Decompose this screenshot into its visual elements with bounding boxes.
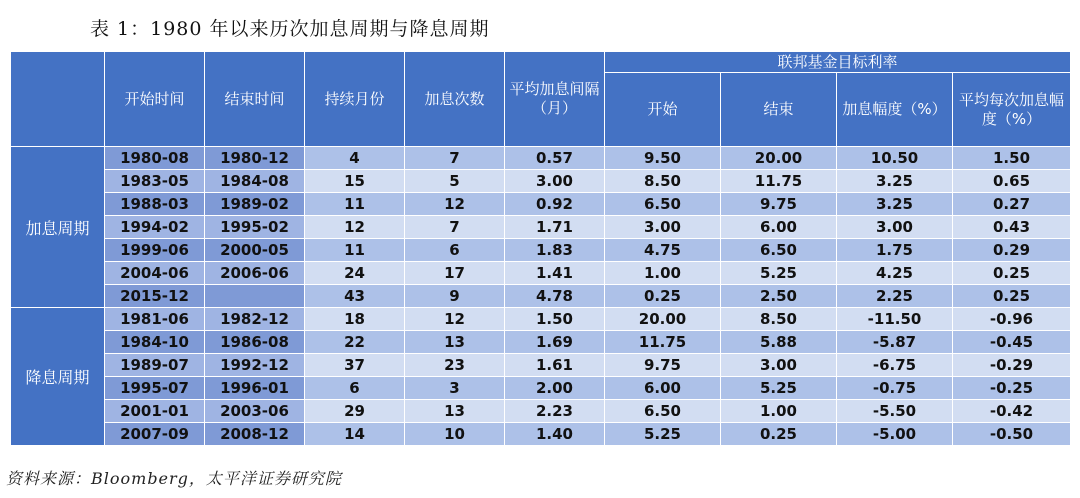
table-row bbox=[11, 262, 1071, 285]
table-cell: 15 bbox=[305, 170, 405, 193]
table-cell: 5.25 bbox=[605, 423, 721, 446]
table-cell: 1.75 bbox=[837, 239, 953, 262]
table-cell: 9 bbox=[405, 285, 505, 308]
table-cell: 1986-08 bbox=[205, 331, 305, 354]
table-cell: 2.50 bbox=[721, 285, 837, 308]
table-cell: 1982-12 bbox=[205, 308, 305, 331]
table-cell: 1.50 bbox=[505, 308, 605, 331]
table-cell: 2006-06 bbox=[205, 262, 305, 285]
table-cell: 13 bbox=[405, 400, 505, 423]
table-row bbox=[11, 308, 1071, 331]
table-cell: 0.25 bbox=[953, 285, 1071, 308]
table-cell: 3.00 bbox=[505, 170, 605, 193]
table-cell: -0.50 bbox=[953, 423, 1071, 446]
column-header: 结束时间 bbox=[205, 52, 305, 147]
table-cell: 1.83 bbox=[505, 239, 605, 262]
table-cell: 1.50 bbox=[953, 147, 1071, 170]
corner-header-cell bbox=[11, 52, 105, 147]
table-cell bbox=[205, 285, 305, 308]
table-cell: 24 bbox=[305, 262, 405, 285]
table-row bbox=[11, 285, 1071, 308]
table-cell: 13 bbox=[405, 331, 505, 354]
table-cell: 3.25 bbox=[837, 193, 953, 216]
table-cell: 1.41 bbox=[505, 262, 605, 285]
table-cell: 12 bbox=[305, 216, 405, 239]
table-cell: -0.75 bbox=[837, 377, 953, 400]
table-cell: 1.00 bbox=[721, 400, 837, 423]
table-cell: 12 bbox=[405, 193, 505, 216]
table-cell: 2003-06 bbox=[205, 400, 305, 423]
table-row bbox=[11, 423, 1071, 446]
table-cell: 1995-02 bbox=[205, 216, 305, 239]
table-cell: 18 bbox=[305, 308, 405, 331]
table-cell: 8.50 bbox=[605, 170, 721, 193]
table-cell: 12 bbox=[405, 308, 505, 331]
table-cell: 4.78 bbox=[505, 285, 605, 308]
table-cell: 3.00 bbox=[837, 216, 953, 239]
table-cell: 6.00 bbox=[721, 216, 837, 239]
table-cell: 1.69 bbox=[505, 331, 605, 354]
table-cell: -6.75 bbox=[837, 354, 953, 377]
column-header: 加息次数 bbox=[405, 52, 505, 147]
table-cell: 1980-08 bbox=[105, 147, 205, 170]
table-cell: 6.50 bbox=[605, 193, 721, 216]
table-cell: -0.96 bbox=[953, 308, 1071, 331]
table-cell: 1.71 bbox=[505, 216, 605, 239]
table-cell: -5.87 bbox=[837, 331, 953, 354]
table-cell: 2015-12 bbox=[105, 285, 205, 308]
table-cell: 7 bbox=[405, 216, 505, 239]
table-cell: 0.25 bbox=[953, 262, 1071, 285]
table-row bbox=[11, 331, 1071, 354]
table-cell: 2004-06 bbox=[105, 262, 205, 285]
table-cell: 5 bbox=[405, 170, 505, 193]
column-header: 开始时间 bbox=[105, 52, 205, 147]
table-row bbox=[11, 170, 1071, 193]
table-cell: 2001-01 bbox=[105, 400, 205, 423]
table-cell: 2000-05 bbox=[205, 239, 305, 262]
table-row bbox=[11, 193, 1071, 216]
table-cell: 2007-09 bbox=[105, 423, 205, 446]
table-row bbox=[11, 216, 1071, 239]
column-header: 平均加息间隔（月） bbox=[505, 52, 605, 147]
header-row-top bbox=[11, 52, 1071, 73]
sub-column-header: 结束 bbox=[721, 73, 837, 147]
table-cell: 2008-12 bbox=[205, 423, 305, 446]
table-cell: 20.00 bbox=[605, 308, 721, 331]
table-row bbox=[11, 239, 1071, 262]
table-cell: 3.00 bbox=[605, 216, 721, 239]
table-cell: 1984-08 bbox=[205, 170, 305, 193]
table-cell: 1980-12 bbox=[205, 147, 305, 170]
table-cell: -5.50 bbox=[837, 400, 953, 423]
column-header: 持续月份 bbox=[305, 52, 405, 147]
table-body bbox=[11, 147, 1071, 446]
group-header-fed-funds: 联邦基金目标利率 bbox=[605, 52, 1071, 73]
table-cell: 6.50 bbox=[721, 239, 837, 262]
table-cell: 6.00 bbox=[605, 377, 721, 400]
table-cell: 4.25 bbox=[837, 262, 953, 285]
table-cell: 20.00 bbox=[721, 147, 837, 170]
table-cell: 5.25 bbox=[721, 377, 837, 400]
table-cell: -0.42 bbox=[953, 400, 1071, 423]
table-cell: 5.88 bbox=[721, 331, 837, 354]
table-cell: 4 bbox=[305, 147, 405, 170]
sub-column-header: 平均每次加息幅度（%） bbox=[953, 73, 1071, 147]
table-cell: 2.25 bbox=[837, 285, 953, 308]
table-cell: 1983-05 bbox=[105, 170, 205, 193]
table-cell: 8.50 bbox=[721, 308, 837, 331]
table-cell: 23 bbox=[405, 354, 505, 377]
table-cell: 1.00 bbox=[605, 262, 721, 285]
table-cell: 0.65 bbox=[953, 170, 1071, 193]
table-cell: 0.57 bbox=[505, 147, 605, 170]
table-cell: 43 bbox=[305, 285, 405, 308]
table-cell: 1989-07 bbox=[105, 354, 205, 377]
table-row bbox=[11, 377, 1071, 400]
table-cell: 7 bbox=[405, 147, 505, 170]
table-cell: 3.00 bbox=[721, 354, 837, 377]
table-cell: 2.00 bbox=[505, 377, 605, 400]
table-cell: -11.50 bbox=[837, 308, 953, 331]
table-cell: -0.45 bbox=[953, 331, 1071, 354]
row-group-label: 加息周期 bbox=[11, 147, 105, 308]
table-cell: 1995-07 bbox=[105, 377, 205, 400]
table-cell: 1999-06 bbox=[105, 239, 205, 262]
table-cell: 10 bbox=[405, 423, 505, 446]
table-cell: 22 bbox=[305, 331, 405, 354]
table-cell: 1992-12 bbox=[205, 354, 305, 377]
table-cell: 1988-03 bbox=[105, 193, 205, 216]
table-cell: 9.50 bbox=[605, 147, 721, 170]
table-cell: 2.23 bbox=[505, 400, 605, 423]
table-cell: 0.27 bbox=[953, 193, 1071, 216]
sub-column-header: 加息幅度（%） bbox=[837, 73, 953, 147]
table-cell: 3 bbox=[405, 377, 505, 400]
table-row bbox=[11, 354, 1071, 377]
table-cell: -5.00 bbox=[837, 423, 953, 446]
rate-cycle-table bbox=[10, 51, 1071, 446]
table-cell: 1.40 bbox=[505, 423, 605, 446]
table-cell: 9.75 bbox=[605, 354, 721, 377]
table-cell: 6.50 bbox=[605, 400, 721, 423]
table-cell: -0.25 bbox=[953, 377, 1071, 400]
table-cell: 1984-10 bbox=[105, 331, 205, 354]
table-cell: 11 bbox=[305, 239, 405, 262]
table-cell: -0.29 bbox=[953, 354, 1071, 377]
table-cell: 9.75 bbox=[721, 193, 837, 216]
table-cell: 6 bbox=[305, 377, 405, 400]
table-cell: 0.25 bbox=[605, 285, 721, 308]
table-row bbox=[11, 147, 1071, 170]
row-group-label: 降息周期 bbox=[11, 308, 105, 446]
table-cell: 11.75 bbox=[605, 331, 721, 354]
table-cell: 10.50 bbox=[837, 147, 953, 170]
table-cell: 1994-02 bbox=[105, 216, 205, 239]
table-cell: 3.25 bbox=[837, 170, 953, 193]
table-cell: 14 bbox=[305, 423, 405, 446]
table-cell: 11 bbox=[305, 193, 405, 216]
table-cell: 6 bbox=[405, 239, 505, 262]
table-cell: 1981-06 bbox=[105, 308, 205, 331]
sub-column-header: 开始 bbox=[605, 73, 721, 147]
table-caption: 表 1：1980 年以来历次加息周期与降息周期 bbox=[90, 18, 490, 40]
table-row bbox=[11, 400, 1071, 423]
table-cell: 0.43 bbox=[953, 216, 1071, 239]
table-cell: 1996-01 bbox=[205, 377, 305, 400]
table-cell: 37 bbox=[305, 354, 405, 377]
table-cell: 0.25 bbox=[721, 423, 837, 446]
table-cell: 17 bbox=[405, 262, 505, 285]
table-cell: 0.92 bbox=[505, 193, 605, 216]
table-cell: 11.75 bbox=[721, 170, 837, 193]
table-cell: 1.61 bbox=[505, 354, 605, 377]
source-note: 资料来源：Bloomberg，太平洋证券研究院 bbox=[6, 469, 342, 488]
table-cell: 29 bbox=[305, 400, 405, 423]
table-cell: 5.25 bbox=[721, 262, 837, 285]
table-cell: 1989-02 bbox=[205, 193, 305, 216]
table-cell: 0.29 bbox=[953, 239, 1071, 262]
table-cell: 4.75 bbox=[605, 239, 721, 262]
